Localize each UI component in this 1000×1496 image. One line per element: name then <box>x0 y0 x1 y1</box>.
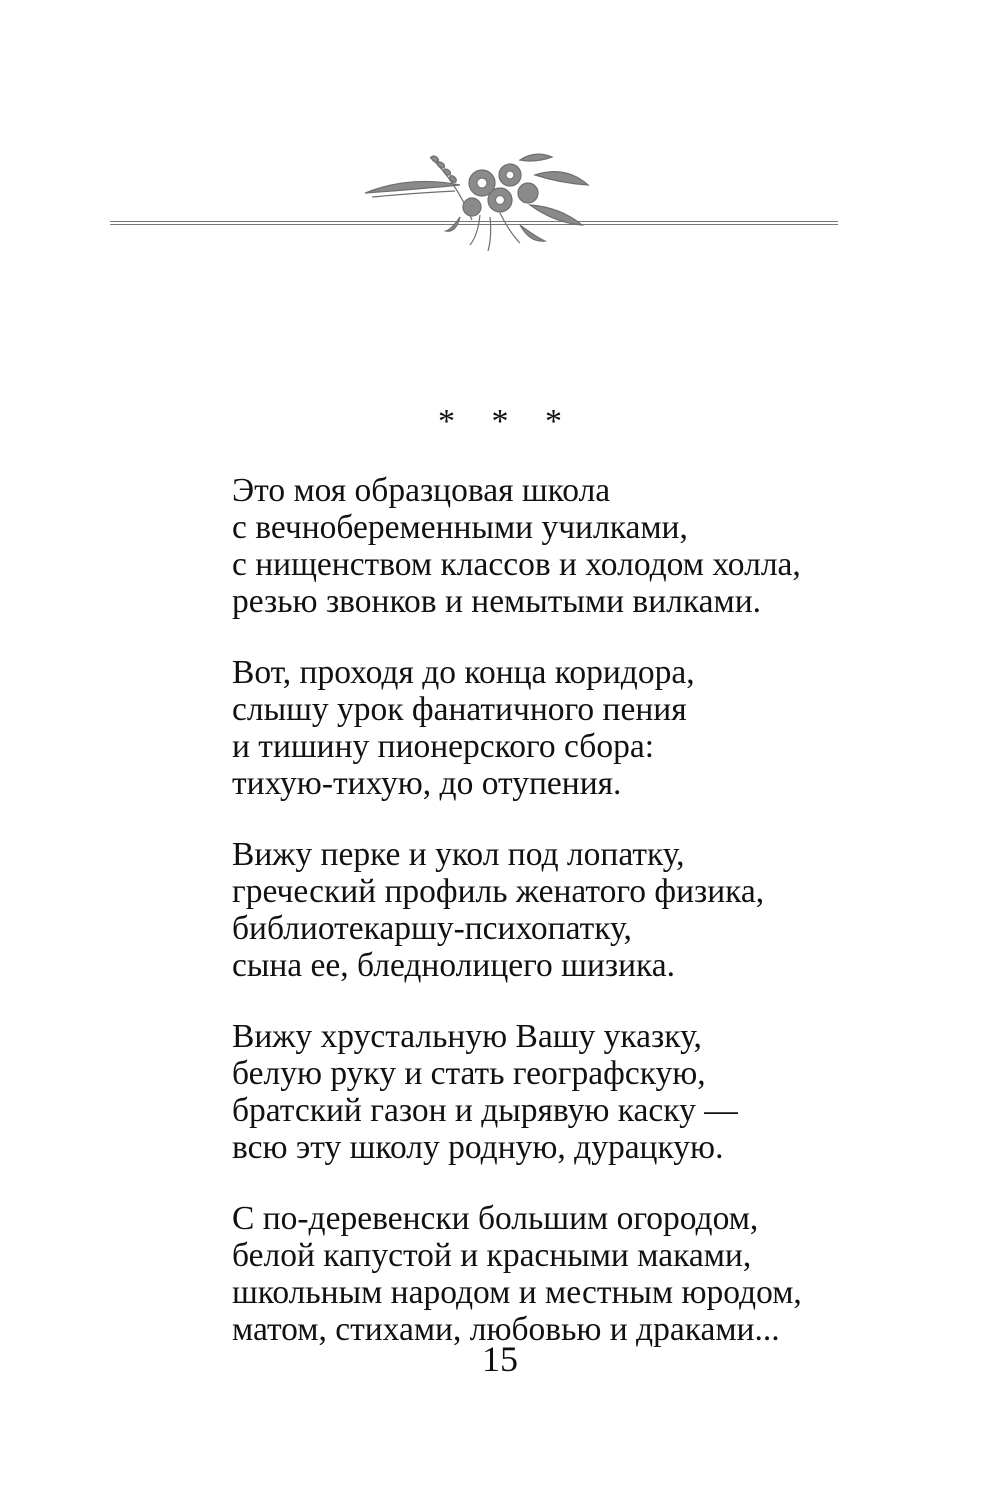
stanza <box>232 836 872 984</box>
poem-line: резью звонков и немытыми вилками. <box>232 583 762 620</box>
stanza <box>232 472 872 620</box>
floral-sprig-icon <box>360 145 610 255</box>
poem-line: сына ее, бледнолицего шизика. <box>232 947 676 984</box>
stanza <box>232 654 872 802</box>
poem-line: и тишину пионерского сбора: <box>232 728 655 765</box>
poem-line: Вижу хрустальную Вашу указку, <box>232 1018 702 1055</box>
poem-line: белой капустой и красными маками, <box>232 1237 752 1274</box>
poem-line: братский газон и дырявую каску — <box>232 1092 738 1129</box>
poem-line: Это моя образцовая школа <box>232 472 611 509</box>
poem-line: библиотекаршу-психопатку, <box>232 910 632 947</box>
poem-line: греческий профиль женатого физика, <box>232 873 765 910</box>
poem <box>232 472 872 1382</box>
poem-line: с вечнобеременными училками, <box>232 509 688 546</box>
poem-line: слышу урок фанатичного пения <box>232 691 687 728</box>
poem-line: матом, стихами, любовью и драками... <box>232 1311 780 1348</box>
poem-line: С по-деревенски большим огородом, <box>232 1200 759 1237</box>
poem-line: с нищенством классов и холодом холла, <box>232 546 801 583</box>
poem-line: белую руку и стать географскую, <box>232 1055 706 1092</box>
poem-line: тихую-тихую, до отупения. <box>232 765 622 802</box>
stanza <box>232 1018 872 1166</box>
page-number: 15 <box>482 1339 518 1379</box>
stanza <box>232 1200 872 1348</box>
section-separator: * * * <box>438 403 576 440</box>
poem-line: Вот, проходя до конца коридора, <box>232 654 695 691</box>
poem-line: всю эту школу родную, дурацкую. <box>232 1129 724 1166</box>
poem-line: Вижу перке и укол под лопатку, <box>232 836 685 873</box>
poem-line: школьным народом и местным юродом, <box>232 1274 802 1311</box>
